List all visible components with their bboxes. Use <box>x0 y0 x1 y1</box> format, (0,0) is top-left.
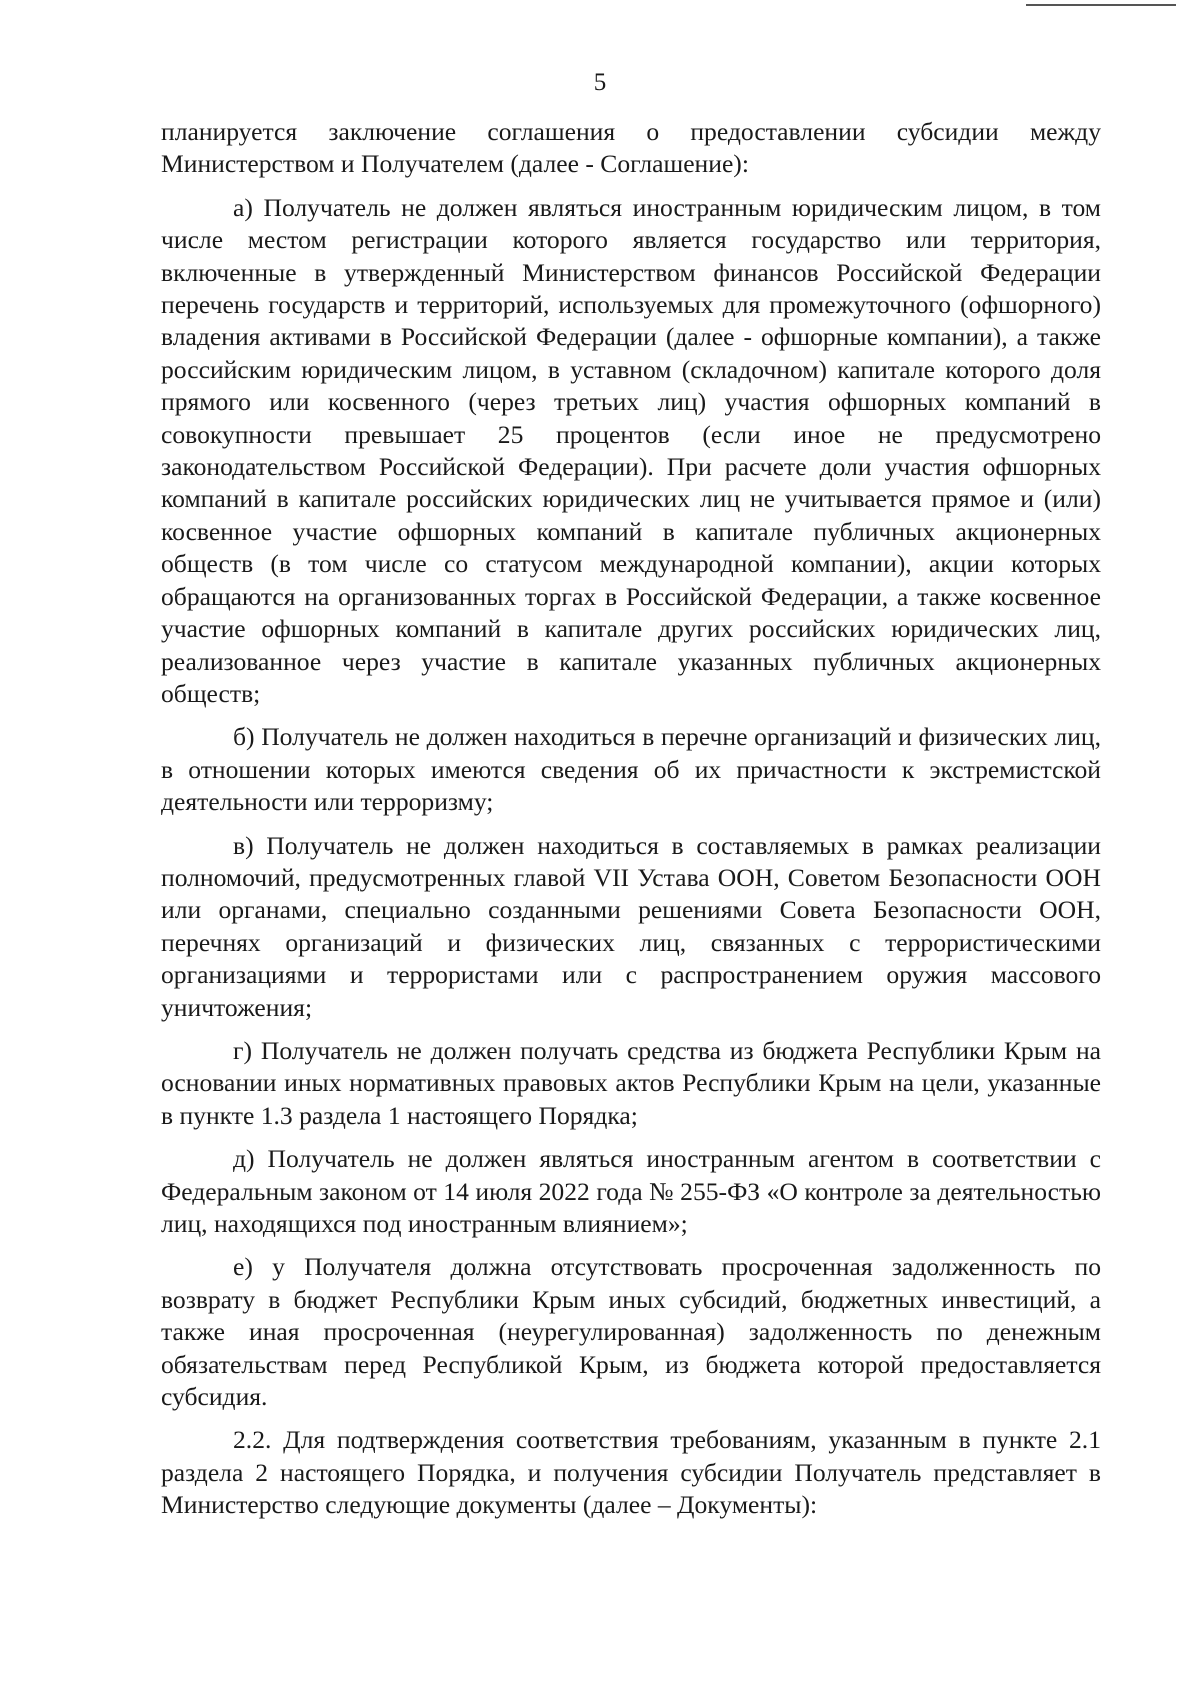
paragraph-intro: планируется заключение соглашения о предоставлении субсидии между Министерством и Получателем (далее - Соглашение): <box>161 117 1101 179</box>
paragraph-item-a: а) Получатель не должен являться иностранным юридическим лицом, в том числе местом регистрации которого является государство или территория, включенные в утвержденный Министерством финансов Российской Федерации перечень государств и территорий, используемых для промежуточного (офшорного) владения активами в Российской Федерации (далее - офшорные компании), а также российским юридическим лицом, в уставном (складочном) капитале которого доля прямого или косвенного (через третьих лиц) участия офшорных компаний в совокупности превышает 25 процентов (если иное не предусмотрено законодательством Российской Федерации). При расчете доли участия офшорных компаний в капитале российских юридических лиц не учитывается прямое и (или) косвенное участие офшорных компаний в капитале публичных акционерных обществ (в том числе со статусом международной компании), акции которых обращаются на организованных торгах в Российской Федерации, а также косвенное участие офшорных компаний в капитале других российских юридических лиц, реализованное через участие в капитале указанных публичных акционерных обществ; <box>161 192 1101 708</box>
paragraph-item-g: г) Получатель не должен получать средства из бюджета Республики Крым на основании иных нормативных правовых актов Республики Крым на цели, указанные в пункте 1.3 раздела 1 настоящего Порядка; <box>161 1035 1101 1130</box>
paragraph-2-2: 2.2. Для подтверждения соответствия требованиям, указанным в пункте 2.1 раздела 2 настоящего Порядка, и получения субсидии Получатель представляет в Министерство следующие документы (далее – Документы): <box>161 1425 1101 1520</box>
document-body <box>161 116 1101 1533</box>
paragraph-item-d: д) Получатель не должен являться иностранным агентом в соответствии с Федеральным законом от 14 июля 2022 года № 255-ФЗ «О контроле за деятельностью лиц, находящихся под иностранным влиянием»; <box>161 1144 1101 1238</box>
page-number: 5 <box>593 69 607 96</box>
scan-edge-line <box>1026 4 1176 6</box>
paragraph-item-b: б) Получатель не должен находиться в перечне организаций и физических лиц, в отношении которых имеются сведения об их причастности к экстремистской деятельности или терроризму; <box>161 722 1101 817</box>
paragraph-item-e: е) у Получателя должна отсутствовать просроченная задолженность по возврату в бюджет Республики Крым иных субсидий, бюджетных инвестиций, а также иная просроченная (неурегулированная) задолженность по денежным обязательствам перед Республикой Крым, из бюджета которой предоставляется субсидия. <box>161 1252 1101 1412</box>
paragraph-item-v: в) Получатель не должен находиться в составляемых в рамках реализации полномочий, предусмотренных главой VII Устава ООН, Советом Безопасности ООН или органами, специально созданными решениями Совета Безопасности ООН, перечнях организаций и физических лиц, связанных с террористическими организациями и террористами или с распространением оружия массового уничтожения; <box>161 830 1101 1022</box>
